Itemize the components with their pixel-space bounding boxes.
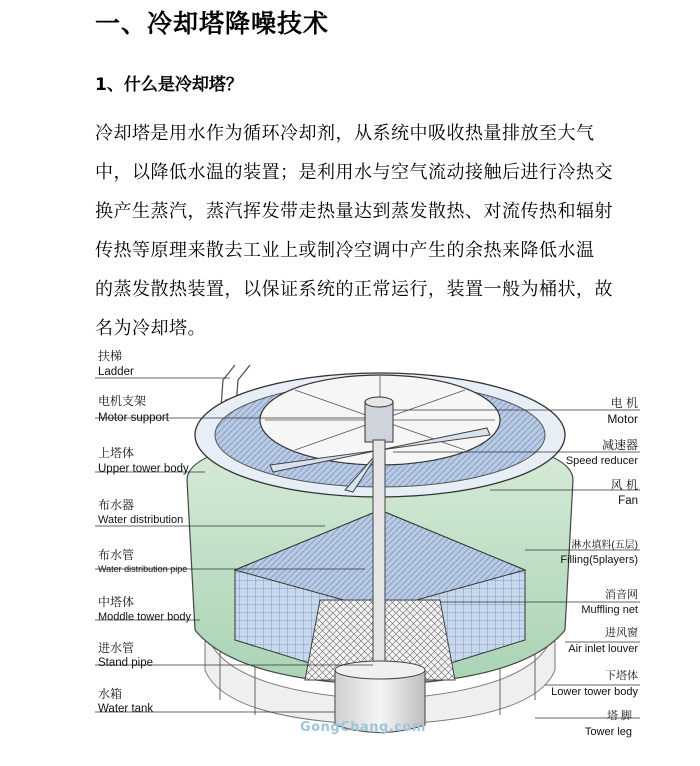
label-speed-reducer-zh: 减速器 [601,438,638,452]
paragraph-line: 中，以降低水温的装置；是利用水与空气流动接触后进行冷热交 [95,162,613,183]
label-fan-zh: 风 机 [610,478,638,492]
label-filling-en: Filling(5players) [560,554,638,566]
label-motor-support-zh: 电机支架 [98,394,147,408]
label-fan-en: Fan [618,495,638,507]
label-filling-zh: 淋水填料(五层) [571,540,638,551]
label-motor-support-en: Motor support [98,412,169,424]
label-distribution-pipe-en: Water distribution pipe [98,564,188,574]
label-air-inlet-zh: 进风窗 [605,627,638,639]
watermark: GongChang.com [300,720,426,735]
label-air-inlet-en: Air inlet louver [568,643,638,655]
label-water-distribution-en: Water distribution [98,514,184,526]
label-ladder-zh: 扶梯 [98,349,123,363]
label-speed-reducer-en: Speed reducer [565,455,638,467]
label-motor-zh: 电 机 [610,396,638,410]
label-muffling-net-en: Muffling net [581,604,638,616]
label-lower-tower-en: Lower tower body [551,686,638,698]
paragraph-line: 名为冷却塔。 [95,318,206,339]
label-distribution-pipe-zh: 布水管 [98,548,135,562]
description-paragraph [95,114,613,348]
label-upper-tower-zh: 上塔体 [98,446,135,460]
label-water-distribution-zh: 布水器 [98,498,135,512]
section-subheading: 1、什么是冷却塔？ [95,75,243,95]
label-water-tank-en: Water tank [98,703,154,715]
label-tower-leg-en: Tower leg [584,726,632,738]
label-muffling-net-zh: 消音网 [605,589,638,601]
label-ladder-en: Ladder [98,366,134,378]
page-heading: 一、冷却塔降噪技术 [95,9,330,38]
paragraph-line: 的蒸发散热装置，以保证系统的正常运行，装置一般为桶状，故 [95,279,613,300]
motor-shape [365,397,393,442]
label-stand-pipe-en: Stand pipe [98,657,153,669]
paragraph-line: 换产生蒸汽，蒸汽挥发带走热量达到蒸发散热、对流传热和辐射 [95,201,613,222]
label-tower-leg-zh: 塔 脚 [606,710,632,722]
label-water-tank-zh: 水箱 [98,687,123,701]
label-middle-tower-zh: 中塔体 [98,595,135,609]
label-upper-tower-en: Upper tower body [98,463,189,475]
label-middle-tower-en: Moddle tower body [98,611,191,623]
label-stand-pipe-zh: 进水管 [98,641,135,655]
paragraph-line: 冷却塔是用水作为循环冷却剂，从系统中吸收热量排放至大气 [95,123,595,144]
label-lower-tower-zh: 下塔体 [605,670,638,682]
label-motor-en: Motor [607,412,638,426]
stand-pipe [373,440,385,690]
paragraph-line: 传热等原理来散去工业上或制冷空调中产生的余热来降低水温 [95,240,595,261]
